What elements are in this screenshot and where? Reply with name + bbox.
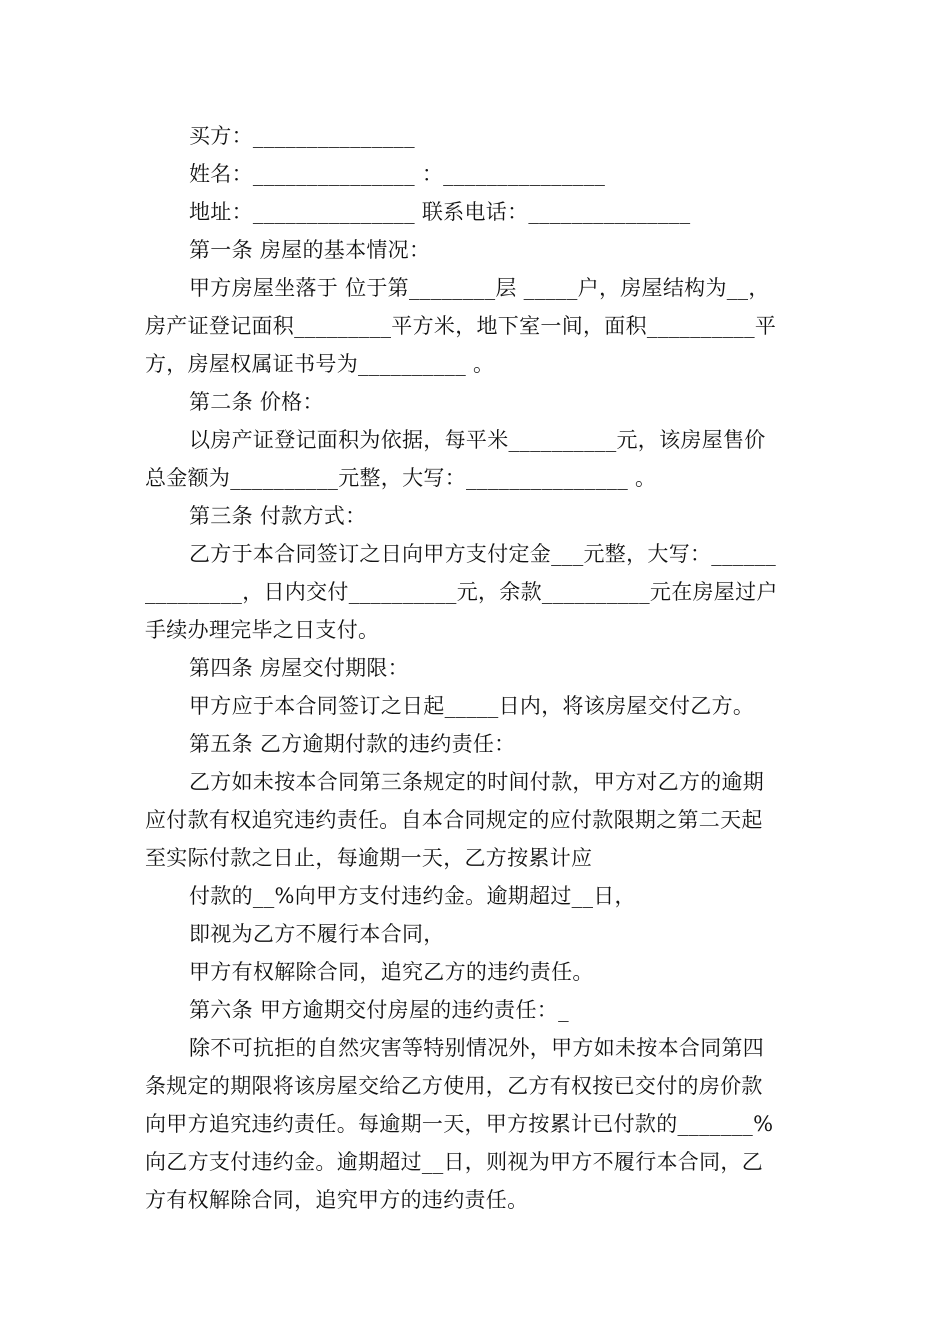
article-6-heading: 第六条 甲方逾期交付房屋的违约责任：_	[189, 998, 569, 1022]
article-5-heading: 第五条 乙方逾期付款的违约责任：	[189, 732, 516, 756]
article-5-text-line: 甲方有权解除合同，追究乙方的违约责任。	[189, 960, 594, 984]
article-6-text-line: 方有权解除合同，追究甲方的违约责任。	[145, 1188, 529, 1212]
article-1-heading: 第一条 房屋的基本情况：	[189, 238, 431, 262]
article-3-text-line: 手续办理完毕之日支付。	[145, 618, 380, 642]
article-1-text-line: 方，房屋权属证书号为__________ 。	[145, 352, 495, 376]
article-5-text-line: 应付款有权追究违约责任。自本合同规定的应付款限期之第二天起	[145, 808, 763, 832]
name-line: 姓名：_______________ ：_______________	[189, 162, 606, 186]
article-6-text-line: 向甲方追究违约责任。每逾期一天，甲方按累计已付款的_______%	[145, 1112, 774, 1136]
article-4-heading: 第四条 房屋交付期限：	[189, 656, 409, 680]
article-5-text-line: 付款的__%向甲方支付违约金。逾期超过__日，	[189, 884, 636, 908]
article-3-text-line: 乙方于本合同签订之日向甲方支付定金___元整，大写：______	[189, 542, 777, 566]
article-6-text-line: 向乙方支付违约金。逾期超过__日，则视为甲方不履行本合同，乙	[145, 1150, 763, 1174]
buyer-line: 买方：_______________	[189, 124, 415, 148]
article-1-text-line: 甲方房屋坐落于 位于第________层 _____户，房屋结构为__，	[189, 276, 770, 300]
address-line: 地址：_______________ 联系电话：_______________	[189, 200, 691, 224]
article-5-text-line: 至实际付款之日止，每逾期一天，乙方按累计应	[145, 846, 593, 870]
article-4-text-line: 甲方应于本合同签订之日起_____日内，将该房屋交付乙方。	[189, 694, 755, 718]
article-2-text-line: 总金额为__________元整，大写：_______________ 。	[145, 466, 657, 490]
article-6-text-line: 除不可抗拒的自然灾害等特别情况外，甲方如未按本合同第四	[189, 1036, 765, 1060]
article-3-text-line: _________，日内交付__________元，余款__________元在房屋过户	[145, 580, 778, 604]
article-6-text-line: 条规定的期限将该房屋交给乙方使用，乙方有权按已交付的房价款	[145, 1074, 763, 1098]
article-5-text-line: 乙方如未按本合同第三条规定的时间付款，甲方对乙方的逾期	[189, 770, 765, 794]
article-1-text-line: 房产证登记面积_________平方米，地下室一间，面积__________平	[145, 314, 777, 338]
article-2-text-line: 以房产证登记面积为依据，每平米__________元，该房屋售价	[189, 428, 766, 452]
article-5-text-line: 即视为乙方不履行本合同，	[189, 922, 445, 946]
article-3-heading: 第三条 付款方式：	[189, 504, 367, 528]
article-2-heading: 第二条 价格：	[189, 390, 324, 414]
